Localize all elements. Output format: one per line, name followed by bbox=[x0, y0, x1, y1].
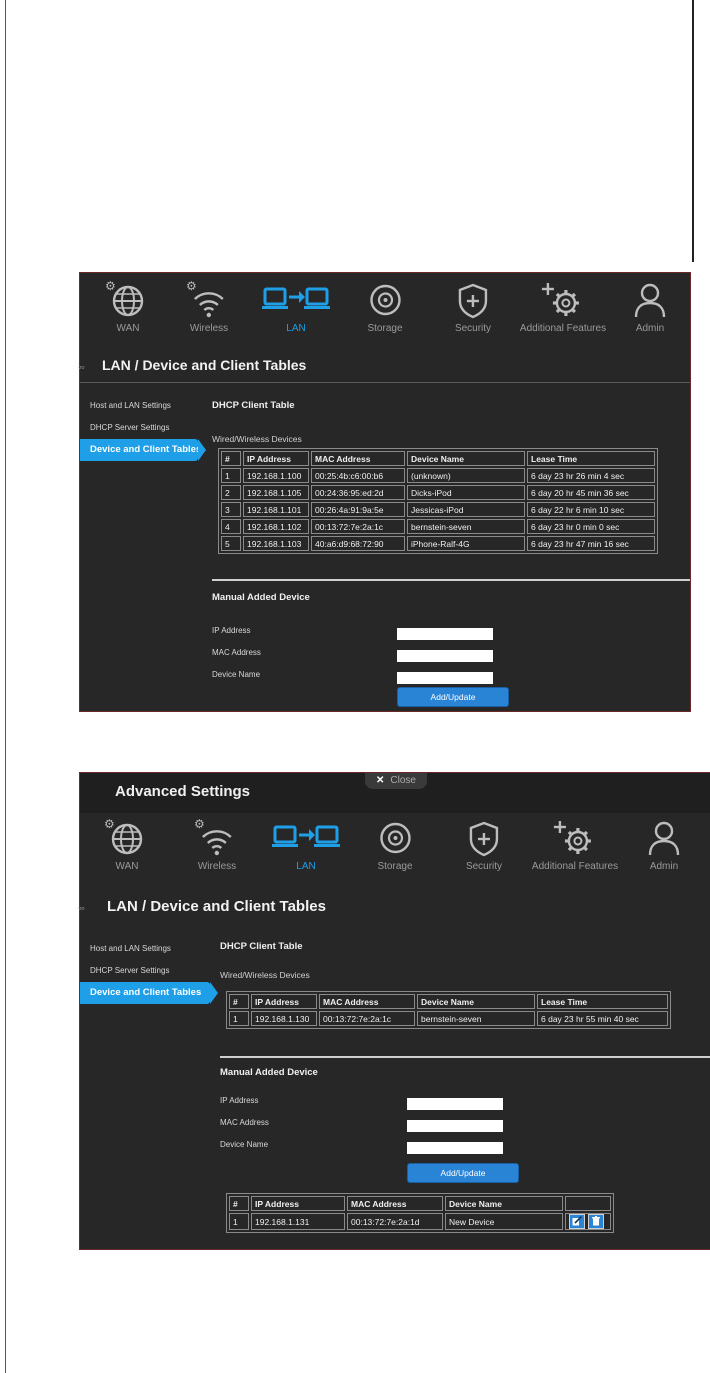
nav-item-additional[interactable] bbox=[520, 277, 606, 349]
ip-address-label: IP Address bbox=[212, 626, 251, 635]
sidebar-item-device-and-client-tables[interactable]: Device and Client Tables bbox=[80, 982, 210, 1004]
page-margin-rule bbox=[5, 0, 6, 1373]
table-cell: 00:13:72:7e:2a:1d bbox=[347, 1213, 443, 1230]
table-cell: 1 bbox=[221, 468, 241, 483]
table-cell: 192.168.1.100 bbox=[243, 468, 309, 483]
main-nav bbox=[80, 815, 710, 887]
nav-item-storage[interactable] bbox=[367, 277, 402, 349]
table-cell: 00:26:4a:91:9a:5e bbox=[311, 502, 405, 517]
settings-gear-icon: ⚙ bbox=[104, 817, 115, 831]
dhcp-client-table bbox=[226, 991, 671, 1029]
column-header: MAC Address bbox=[319, 994, 415, 1009]
nav-item-label: LAN bbox=[286, 323, 306, 334]
column-header: Lease Time bbox=[527, 451, 655, 466]
nav-item-wireless[interactable] bbox=[194, 815, 237, 887]
column-header: # bbox=[229, 1196, 249, 1211]
nav-item-additional[interactable] bbox=[532, 815, 618, 887]
column-header: MAC Address bbox=[311, 451, 405, 466]
nav-item-label: Wireless bbox=[197, 861, 237, 872]
table-cell: 192.168.1.103 bbox=[243, 536, 309, 551]
table-cell: bernstein-seven bbox=[407, 519, 525, 534]
nav-item-label: Additional Features bbox=[519, 323, 607, 334]
add-update-button[interactable]: Add/Update bbox=[407, 1163, 519, 1183]
lan-crumb-icon: ▫▫ bbox=[78, 362, 85, 372]
nav-item-security[interactable] bbox=[466, 815, 502, 887]
delete-icon[interactable] bbox=[588, 1214, 604, 1229]
device-name-label: Device Name bbox=[220, 1140, 269, 1149]
table-header-row bbox=[229, 1196, 611, 1211]
table-cell: 6 day 23 hr 55 min 40 sec bbox=[537, 1011, 668, 1026]
close-label: Close bbox=[390, 775, 416, 786]
sidebar-item-device-and-client-tables[interactable]: Device and Client Tables bbox=[80, 439, 198, 461]
section-divider bbox=[220, 1056, 710, 1058]
table-cell: 00:13:72:7e:2a:1c bbox=[311, 519, 405, 534]
sidebar-item-dhcp-server-settings[interactable]: DHCP Server Settings bbox=[90, 423, 170, 432]
column-header: Device Name bbox=[445, 1196, 563, 1211]
table-cell: 1 bbox=[229, 1011, 249, 1026]
dhcp-client-table bbox=[218, 448, 658, 554]
table-cell: Jessicas-iPod bbox=[407, 502, 525, 517]
table-cell: 40:a6:d9:68:72:90 bbox=[311, 536, 405, 551]
close-button[interactable] bbox=[365, 773, 427, 789]
nav-item-label: Storage bbox=[367, 323, 403, 334]
nav-item-lan[interactable] bbox=[271, 815, 341, 887]
table-cell: 00:24:36:95:ed:2d bbox=[311, 485, 405, 500]
column-header: IP Address bbox=[251, 1196, 345, 1211]
column-header: Lease Time bbox=[537, 994, 668, 1009]
table-row bbox=[221, 485, 655, 500]
ip-address-label: IP Address bbox=[220, 1096, 259, 1105]
screenshot-device-tables-1 bbox=[80, 273, 690, 711]
table-cell: 192.168.1.105 bbox=[243, 485, 309, 500]
devices-subtitle: Wired/Wireless Devices bbox=[212, 434, 302, 444]
actions-column-header bbox=[565, 1196, 611, 1211]
table-cell: 192.168.1.130 bbox=[251, 1011, 317, 1026]
nav-item-label: WAN bbox=[116, 323, 140, 334]
nav-item-wireless[interactable] bbox=[186, 277, 229, 349]
table-cell: iPhone-Ralf-4G bbox=[407, 536, 525, 551]
mac-address-input[interactable] bbox=[397, 650, 493, 662]
manual-device-title: Manual Added Device bbox=[220, 1067, 318, 1078]
nav-item-admin[interactable] bbox=[647, 815, 681, 887]
settings-gear-icon: ⚙ bbox=[105, 279, 116, 293]
table-row bbox=[221, 502, 655, 517]
nav-item-label: WAN bbox=[115, 861, 139, 872]
table-cell: 4 bbox=[221, 519, 241, 534]
nav-item-label: Additional Features bbox=[531, 861, 619, 872]
sidebar bbox=[80, 395, 202, 461]
table-cell: 00:13:72:7e:2a:1c bbox=[319, 1011, 415, 1026]
column-header: Device Name bbox=[417, 994, 535, 1009]
shield-icon bbox=[456, 281, 490, 319]
table-cell: 00:25:4b:c6:00:b6 bbox=[311, 468, 405, 483]
page-title: LAN / Device and Client Tables bbox=[107, 898, 326, 915]
device-name-label: Device Name bbox=[212, 670, 261, 679]
table-cell: 5 bbox=[221, 536, 241, 551]
dhcp-table-title: DHCP Client Table bbox=[220, 941, 303, 952]
shield-icon bbox=[467, 819, 501, 857]
section-divider bbox=[212, 579, 690, 581]
screenshot-device-tables-2 bbox=[80, 773, 710, 1249]
devices-subtitle: Wired/Wireless Devices bbox=[220, 970, 310, 980]
nav-item-label: Security bbox=[465, 861, 503, 872]
ip-address-input[interactable] bbox=[407, 1098, 503, 1110]
column-header: # bbox=[221, 451, 241, 466]
sidebar bbox=[80, 938, 210, 1004]
page-title: LAN / Device and Client Tables bbox=[102, 357, 307, 373]
table-cell: New Device bbox=[445, 1213, 563, 1230]
table-row bbox=[229, 1213, 611, 1230]
manual-device-title: Manual Added Device bbox=[212, 592, 310, 603]
ip-address-input[interactable] bbox=[397, 628, 493, 640]
nav-item-label: LAN bbox=[296, 861, 316, 872]
table-cell: Dicks-iPod bbox=[407, 485, 525, 500]
table-row bbox=[221, 536, 655, 551]
nav-item-label: Admin bbox=[649, 861, 679, 872]
sidebar-item-host-and-lan-settings[interactable]: Host and LAN Settings bbox=[90, 401, 171, 410]
window-title: Advanced Settings bbox=[115, 783, 251, 800]
disc-icon bbox=[368, 281, 402, 319]
nav-item-security[interactable] bbox=[455, 277, 491, 349]
mac-address-input[interactable] bbox=[407, 1120, 503, 1132]
window-titlebar bbox=[80, 773, 710, 813]
dhcp-table-title: DHCP Client Table bbox=[212, 400, 295, 411]
sidebar-item-dhcp-server-settings[interactable]: DHCP Server Settings bbox=[90, 966, 170, 975]
nav-item-wan[interactable] bbox=[104, 815, 144, 887]
wifi-icon bbox=[194, 817, 234, 857]
nav-item-label: Admin bbox=[635, 323, 665, 334]
table-cell: 6 day 22 hr 6 min 10 sec bbox=[527, 502, 655, 517]
nav-item-label: Security bbox=[454, 323, 492, 334]
nav-item-label: Wireless bbox=[189, 323, 229, 334]
table-cell: (unknown) bbox=[407, 468, 525, 483]
manual-device-table bbox=[226, 1193, 614, 1233]
nav-item-lan[interactable] bbox=[261, 277, 331, 349]
table-cell: 6 day 20 hr 45 min 36 sec bbox=[527, 485, 655, 500]
close-icon: ✕ bbox=[376, 775, 385, 786]
table-cell: 3 bbox=[221, 502, 241, 517]
add-update-button[interactable]: Add/Update bbox=[397, 687, 509, 707]
table-cell: 6 day 23 hr 0 min 0 sec bbox=[527, 519, 655, 534]
lan-computers-icon bbox=[271, 819, 341, 857]
globe-icon bbox=[105, 279, 145, 319]
nav-item-label: Storage bbox=[377, 861, 413, 872]
column-header: # bbox=[229, 994, 249, 1009]
lan-crumb-icon: ▫▫ bbox=[78, 903, 85, 913]
device-name-input[interactable] bbox=[397, 672, 493, 684]
settings-gear-icon: ⚙ bbox=[194, 817, 205, 831]
user-icon bbox=[633, 281, 667, 319]
table-cell: 192.168.1.131 bbox=[251, 1213, 345, 1230]
lan-computers-icon bbox=[261, 281, 331, 319]
table-cell: 2 bbox=[221, 485, 241, 500]
globe-icon bbox=[104, 817, 144, 857]
gear-plus-icon bbox=[543, 281, 583, 319]
table-cell: 192.168.1.101 bbox=[243, 502, 309, 517]
column-header: IP Address bbox=[243, 451, 309, 466]
page-side-rule bbox=[692, 0, 694, 262]
mac-address-label: MAC Address bbox=[220, 1118, 269, 1127]
table-cell: 6 day 23 hr 47 min 16 sec bbox=[527, 536, 655, 551]
table-row bbox=[229, 1011, 668, 1026]
nav-item-storage[interactable] bbox=[377, 815, 412, 887]
table-cell: 6 day 23 hr 26 min 4 sec bbox=[527, 468, 655, 483]
nav-item-admin[interactable] bbox=[633, 277, 667, 349]
edit-icon[interactable] bbox=[569, 1214, 585, 1229]
wifi-icon bbox=[186, 279, 226, 319]
column-header: MAC Address bbox=[347, 1196, 443, 1211]
column-header: Device Name bbox=[407, 451, 525, 466]
main-nav bbox=[80, 277, 690, 349]
mac-address-label: MAC Address bbox=[212, 648, 261, 657]
table-cell: bernstein-seven bbox=[417, 1011, 535, 1026]
device-name-input[interactable] bbox=[407, 1142, 503, 1154]
table-cell: 192.168.1.102 bbox=[243, 519, 309, 534]
table-row bbox=[221, 519, 655, 534]
gear-plus-icon bbox=[555, 819, 595, 857]
table-header-row bbox=[229, 994, 668, 1009]
disc-icon bbox=[378, 819, 412, 857]
table-header-row bbox=[221, 451, 655, 466]
nav-item-wan[interactable] bbox=[105, 277, 145, 349]
title-divider bbox=[80, 382, 690, 383]
column-header: IP Address bbox=[251, 994, 317, 1009]
sidebar-item-host-and-lan-settings[interactable]: Host and LAN Settings bbox=[90, 944, 171, 953]
row-actions bbox=[565, 1213, 611, 1230]
table-row bbox=[221, 468, 655, 483]
table-cell: 1 bbox=[229, 1213, 249, 1230]
settings-gear-icon: ⚙ bbox=[186, 279, 197, 293]
user-icon bbox=[647, 819, 681, 857]
